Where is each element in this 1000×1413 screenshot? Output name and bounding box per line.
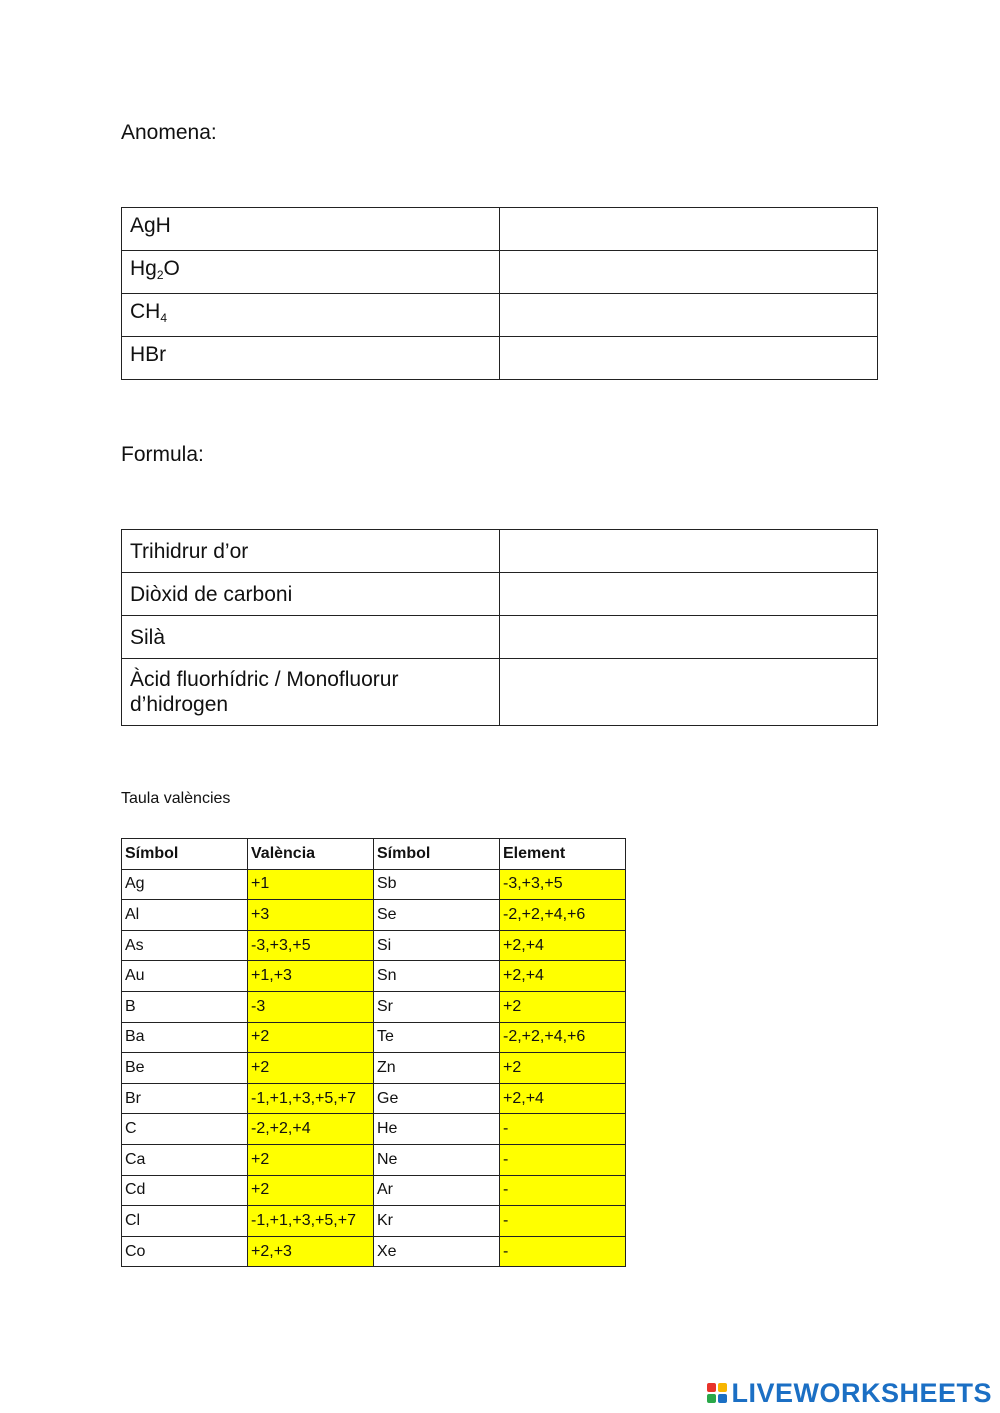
table-row — [122, 1022, 626, 1053]
formula-table — [121, 529, 878, 726]
name-cell: Trihidrur d’or — [122, 530, 500, 573]
logo-square — [718, 1383, 727, 1392]
logo-square — [707, 1394, 716, 1403]
table-row — [122, 1236, 626, 1267]
valence-cell: -1,+1,+3,+5,+7 — [248, 1083, 374, 1114]
formula-cell: $CH_4$ — [122, 294, 500, 337]
answer-input-cell[interactable] — [500, 337, 878, 380]
symbol-cell: Be — [122, 1053, 248, 1084]
valence-cell: - — [500, 1114, 626, 1145]
valence-cell: +2,+3 — [248, 1236, 374, 1267]
symbol-cell: Au — [122, 961, 248, 992]
symbol-cell: Br — [122, 1083, 248, 1114]
symbol-cell: Se — [374, 900, 500, 931]
symbol-cell: Cd — [122, 1175, 248, 1206]
valence-cell: +2 — [500, 1053, 626, 1084]
symbol-cell: Cl — [122, 1206, 248, 1237]
answer-input-cell[interactable] — [500, 208, 878, 251]
valence-cell: +2 — [248, 1144, 374, 1175]
table-header-row — [122, 839, 626, 870]
answer-input-cell[interactable] — [500, 294, 878, 337]
table-row — [122, 1206, 626, 1237]
valence-cell: - — [500, 1206, 626, 1237]
table-row — [122, 869, 626, 900]
valence-cell: +2,+4 — [500, 961, 626, 992]
valence-cell: +2 — [248, 1053, 374, 1084]
valence-cell: -1,+1,+3,+5,+7 — [248, 1206, 374, 1237]
anomena-table — [121, 207, 878, 380]
symbol-cell: Si — [374, 930, 500, 961]
logo-square — [707, 1383, 716, 1392]
table-row — [122, 1053, 626, 1084]
table-row — [122, 208, 878, 251]
name-cell: Diòxid de carboni — [122, 573, 500, 616]
table-row — [122, 337, 878, 380]
table-row — [122, 991, 626, 1022]
answer-input-cell[interactable] — [500, 659, 878, 726]
answer-input[interactable] — [500, 251, 877, 293]
valence-cell: - — [500, 1144, 626, 1175]
answer-input-cell[interactable] — [500, 251, 878, 294]
column-header: Element — [500, 839, 626, 870]
table-row — [122, 659, 878, 726]
symbol-cell: Kr — [374, 1206, 500, 1237]
valence-table — [121, 838, 626, 1267]
table-row — [122, 961, 626, 992]
table-row — [122, 930, 626, 961]
formula-cell: $Hg_2O$ — [122, 251, 500, 294]
valence-cell: -3,+3,+5 — [248, 930, 374, 961]
symbol-cell: Zn — [374, 1053, 500, 1084]
valence-table-title: Taula valències — [121, 790, 231, 807]
logo-text: LIVEWORKSHEETS — [731, 1377, 992, 1408]
table-row — [122, 251, 878, 294]
table-row — [122, 530, 878, 573]
valence-table-body — [122, 869, 626, 1267]
liveworksheets-logo-icon — [707, 1383, 727, 1403]
valence-cell: -3 — [248, 991, 374, 1022]
valence-cell: - — [500, 1236, 626, 1267]
table-row — [122, 1175, 626, 1206]
valence-cell: +2 — [248, 1175, 374, 1206]
valence-cell: +2,+4 — [500, 930, 626, 961]
symbol-cell: Ar — [374, 1175, 500, 1206]
answer-input-cell[interactable] — [500, 530, 878, 573]
liveworksheets-logo — [707, 1378, 992, 1408]
valence-cell: - — [500, 1175, 626, 1206]
symbol-cell: Ge — [374, 1083, 500, 1114]
answer-input-cell[interactable] — [500, 573, 878, 616]
table-row — [122, 573, 878, 616]
symbol-cell: Ne — [374, 1144, 500, 1175]
symbol-cell: Sn — [374, 961, 500, 992]
valence-cell: -2,+2,+4,+6 — [500, 1022, 626, 1053]
valence-cell: -2,+2,+4 — [248, 1114, 374, 1145]
symbol-cell: Ca — [122, 1144, 248, 1175]
symbol-cell: He — [374, 1114, 500, 1145]
answer-input[interactable] — [500, 208, 877, 250]
symbol-cell: Ba — [122, 1022, 248, 1053]
valence-cell: +2 — [248, 1022, 374, 1053]
answer-input[interactable] — [500, 573, 877, 615]
answer-input[interactable] — [500, 616, 877, 658]
answer-input[interactable] — [500, 294, 877, 336]
valence-cell: +3 — [248, 900, 374, 931]
valence-cell: +1,+3 — [248, 961, 374, 992]
table-row — [122, 1114, 626, 1145]
symbol-cell: Co — [122, 1236, 248, 1267]
valence-cell: -2,+2,+4,+6 — [500, 900, 626, 931]
answer-input[interactable] — [500, 659, 877, 725]
answer-input-cell[interactable] — [500, 616, 878, 659]
symbol-cell: Ag — [122, 869, 248, 900]
symbol-cell: Al — [122, 900, 248, 931]
symbol-cell: Sb — [374, 869, 500, 900]
valence-cell: +2 — [500, 991, 626, 1022]
logo-square — [718, 1394, 727, 1403]
column-header: València — [248, 839, 374, 870]
table-row — [122, 1083, 626, 1114]
formula-cell: AgH — [122, 208, 500, 251]
symbol-cell: Sr — [374, 991, 500, 1022]
symbol-cell: As — [122, 930, 248, 961]
column-header: Símbol — [374, 839, 500, 870]
answer-input[interactable] — [500, 337, 877, 379]
name-cell: Silà — [122, 616, 500, 659]
anomena-heading: Anomena: — [121, 121, 217, 144]
symbol-cell: B — [122, 991, 248, 1022]
table-row — [122, 1144, 626, 1175]
column-header: Símbol — [122, 839, 248, 870]
table-row — [122, 616, 878, 659]
valence-cell: -3,+3,+5 — [500, 869, 626, 900]
formula-heading: Formula: — [121, 443, 204, 466]
valence-cell: +1 — [248, 869, 374, 900]
symbol-cell: Xe — [374, 1236, 500, 1267]
table-row — [122, 900, 626, 931]
table-row — [122, 294, 878, 337]
valence-cell: +2,+4 — [500, 1083, 626, 1114]
name-cell: Àcid fluorhídric / Monofluorur d’hidrogen — [122, 659, 500, 726]
formula-cell: HBr — [122, 337, 500, 380]
symbol-cell: Te — [374, 1022, 500, 1053]
answer-input[interactable] — [500, 530, 877, 572]
symbol-cell: C — [122, 1114, 248, 1145]
